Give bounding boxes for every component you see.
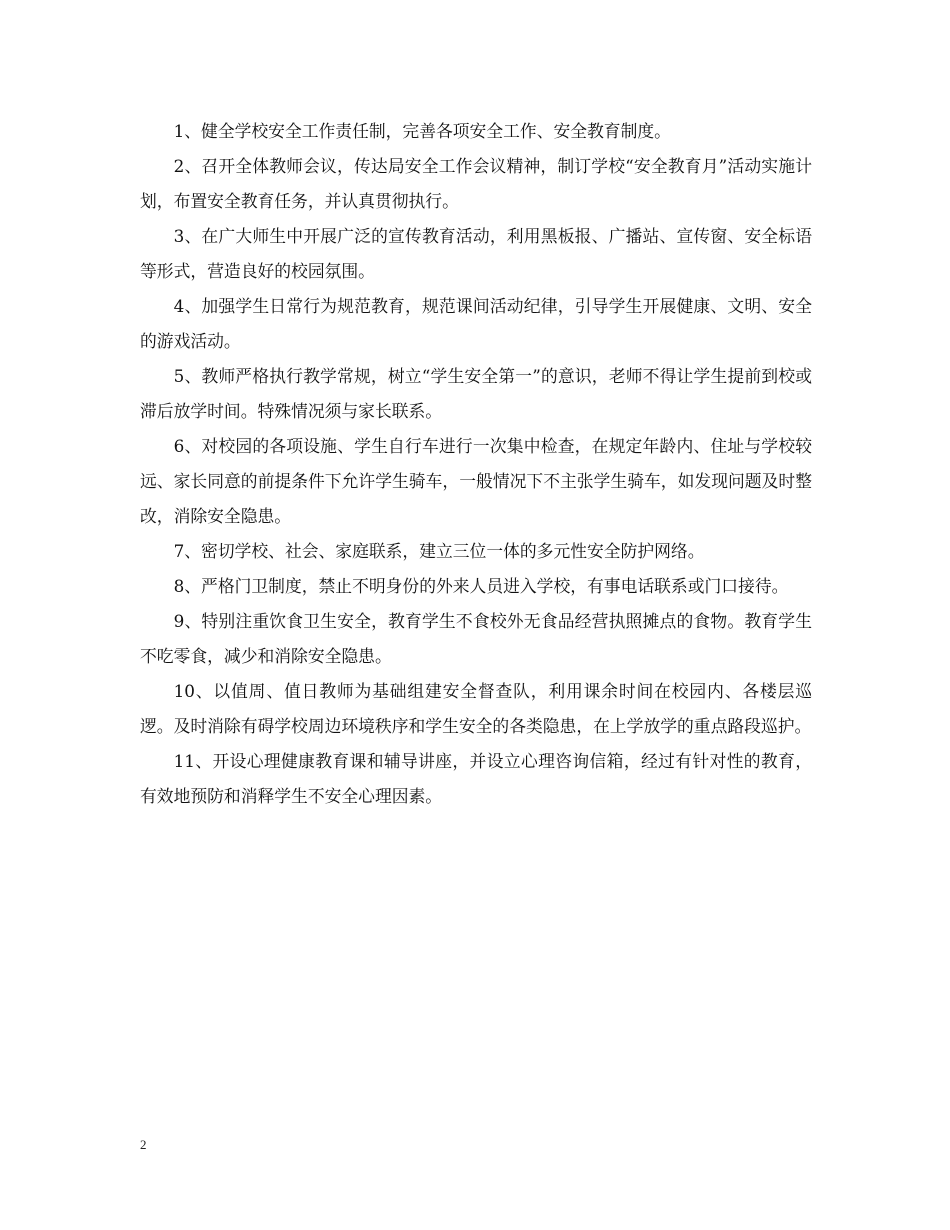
paragraph-7: 7、密切学校、社会、家庭联系，建立三位一体的多元性安全防护网络。 bbox=[173, 541, 705, 561]
paragraph-2: 2、召开全体教师会议，传达局安全工作会议精神，制订学校“安全教育月”活动实施计划，布置安全教育任务，并认真贯彻执行。 bbox=[140, 156, 812, 211]
page-number: 2 bbox=[140, 1137, 147, 1152]
paragraph-4: 4、加强学生日常行为规范教育，规范课间活动纪律，引导学生开展健康、文明、安全的游戏活动。 bbox=[140, 296, 812, 351]
paragraph-9: 9、特别注重饮食卫生安全，教育学生不食校外无食品经营执照摊点的食物。教育学生不吃零食，减少和消除安全隐患。 bbox=[140, 611, 812, 666]
paragraph-11: 11、开设心理健康教育课和辅导讲座，并设立心理咨询信箱，经过有针对性的教育，有效地预防和消释学生不安全心理因素。 bbox=[140, 751, 812, 806]
paragraph-8: 8、严格门卫制度，禁止不明身份的外来人员进入学校，有事电话联系或门口接待。 bbox=[173, 576, 789, 596]
paragraph-6: 6、对校园的各项设施、学生自行车进行一次集中检查，在规定年龄内、住址与学校较远、家长同意的前提条件下允许学生骑车，一般情况下不主张学生骑车，如发现问题及时整改，消除安全隐患。 bbox=[140, 436, 812, 526]
paragraph-10: 10、以值周、值日教师为基础组建安全督查队，利用课余时间在校园内、各楼层巡逻。及时消除有碍学校周边环境秩序和学生安全的各类隐患，在上学放学的重点路段巡护。 bbox=[140, 681, 812, 736]
document-body bbox=[140, 114, 812, 814]
paragraph-5: 5、教师严格执行教学常规，树立“学生安全第一”的意识，老师不得让学生提前到校或滞后放学时间。特殊情况须与家长联系。 bbox=[140, 366, 812, 421]
paragraph-3: 3、在广大师生中开展广泛的宣传教育活动，利用黑板报、广播站、宣传窗、安全标语等形式，营造良好的校园氛围。 bbox=[140, 226, 812, 281]
paragraph-1: 1、健全学校安全工作责任制，完善各项安全工作、安全教育制度。 bbox=[173, 121, 671, 141]
